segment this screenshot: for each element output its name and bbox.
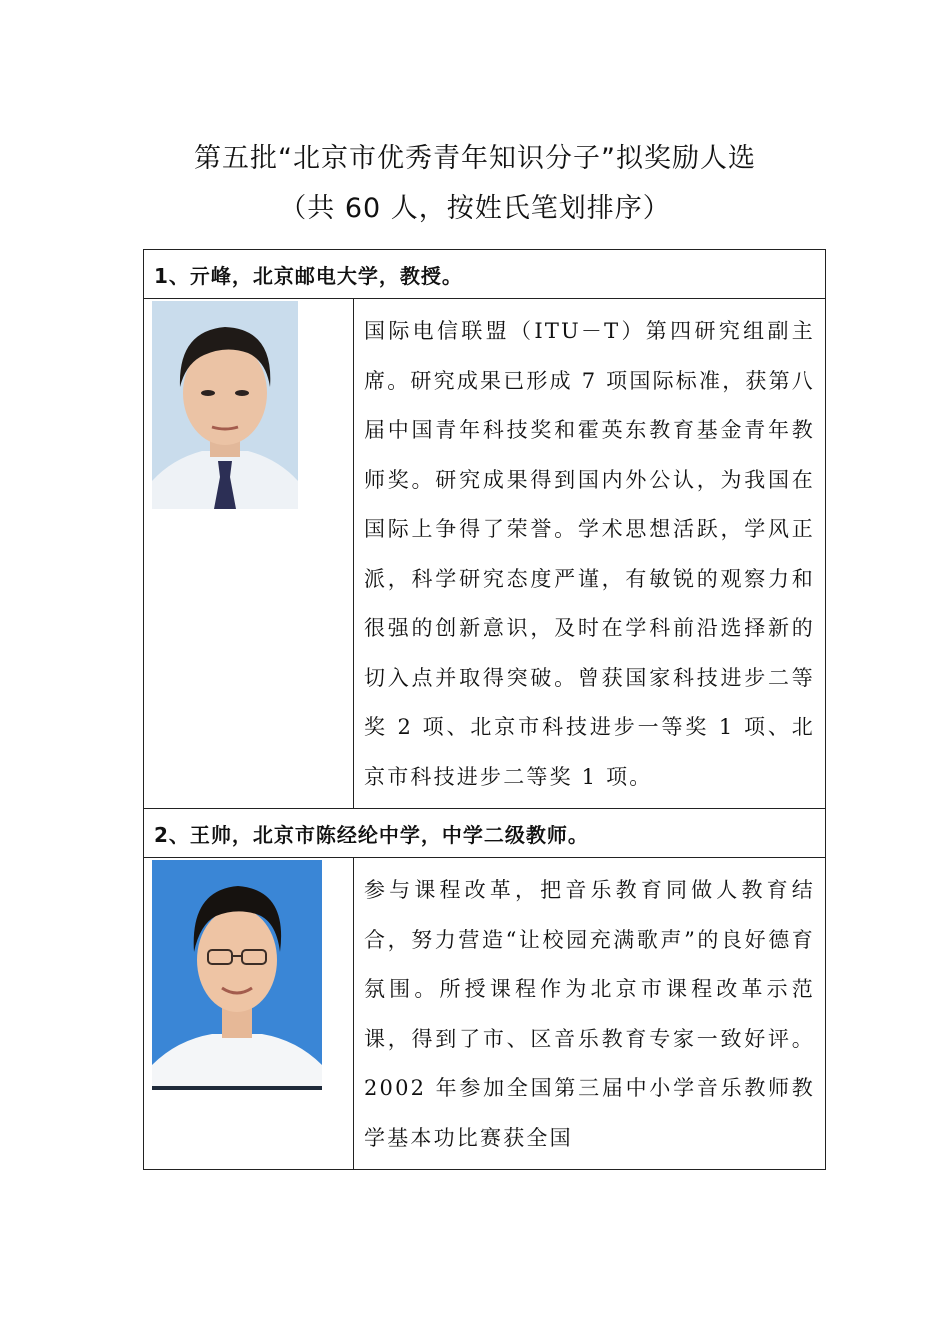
candidate-table — [143, 249, 826, 1170]
photo-cell — [144, 299, 354, 809]
candidate-header: 1、亓峰，北京邮电大学，教授。 — [144, 250, 826, 299]
photo-cell — [144, 858, 354, 1170]
candidate-description: 国际电信联盟（ITU－T）第四研究组副主席。研究成果已形成 7 项国际标准，获第八届中国青年科技奖和霍英东教育基金青年教师奖。研究成果得到国内外公认，为我国在国际上争得了荣誉。学术思想活跃，学风正派，科学研究态度严谨，有敏锐的观察力和很强的创新意识，及时在学科前沿选择新的切入点并取得突破。曾获国家科技进步二等奖 2 项、北京市科技进步一等奖 1 项、北京市科技进步二等奖 1 项。 — [354, 299, 826, 809]
candidate-header: 2、王帅，北京市陈经纶中学，中学二级教师。 — [144, 809, 826, 858]
candidate-detail-row — [144, 858, 826, 1170]
candidate-header-row — [144, 809, 826, 858]
candidate-photo — [152, 860, 322, 1090]
document-subtitle: （共 60 人，按姓氏笔划排序） — [279, 193, 671, 224]
document-title: 第五批“北京市优秀青年知识分子”拟奖励人选 — [194, 143, 756, 174]
candidate-detail-row — [144, 299, 826, 809]
candidate-photo — [152, 301, 298, 509]
candidate-description: 参与课程改革，把音乐教育同做人教育结合，努力营造“让校园充满歌声”的良好德育氛围。所授课程作为北京市课程改革示范课，得到了市、区音乐教育专家一致好评。2002 年参加全国第三届中小学音乐教师教学基本功比赛获全国 — [354, 858, 826, 1170]
candidate-header-row — [144, 250, 826, 299]
